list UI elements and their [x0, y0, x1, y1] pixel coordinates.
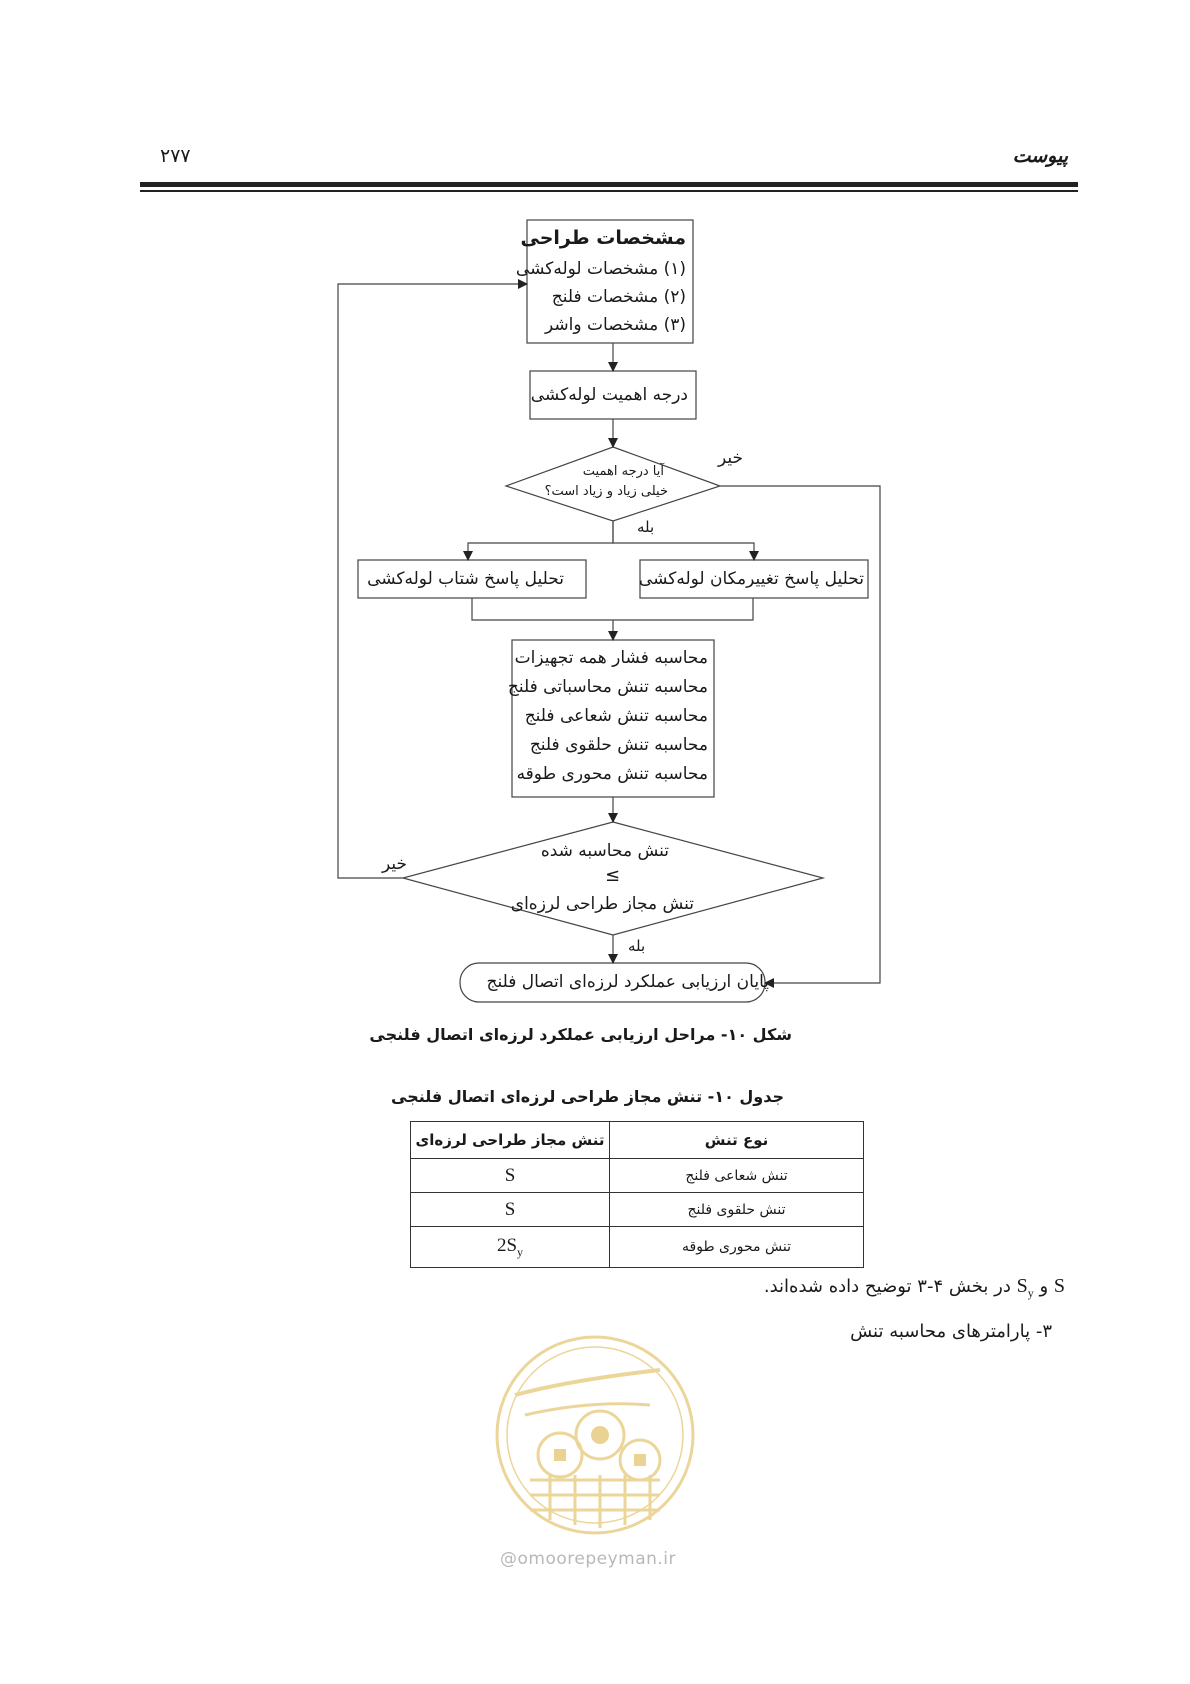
no-label-1: خیر: [718, 448, 744, 468]
running-header-title: پیوست: [1012, 145, 1068, 167]
figure-caption: شکل ۱۰- مراحل ارزیابی عملکرد لرزه‌ای اتصال فلنجی: [369, 1025, 792, 1044]
stress-type-cell: تنش حلقوی فلنج: [610, 1193, 864, 1227]
yes-label-1: بله: [637, 518, 655, 536]
col-header-stress-type: نوع تنش: [610, 1122, 864, 1159]
design-specs-line-2: (۲) مشخصات فلنج: [551, 287, 686, 307]
decision1-line-1: آیا درجه اهمیت: [582, 464, 664, 479]
page-number: ۲۷۷: [160, 145, 191, 167]
displacement-label: تحلیل پاسخ تغییرمکان لوله‌کشی: [638, 569, 864, 589]
note-sy-subscript: y: [1027, 1286, 1034, 1300]
table-row: [411, 1193, 864, 1227]
allowable-value: 2S: [496, 1234, 518, 1256]
allowable-subscript: y: [517, 1244, 524, 1259]
calc-line-1: محاسبه فشار همه تجهیزات: [514, 648, 708, 668]
stress-table: [410, 1121, 864, 1268]
design-specs-line-3: (۳) مشخصات واشر: [545, 315, 686, 335]
table-caption: جدول ۱۰- تنش مجاز طراحی لرزه‌ای اتصال فلنجی: [391, 1087, 784, 1106]
note-s: S: [1053, 1275, 1065, 1297]
note-sy: [1016, 1275, 1034, 1300]
allowable-cell: S: [411, 1159, 610, 1193]
calc-line-4: محاسبه تنش حلقوی فلنج: [529, 735, 708, 755]
importance-label: درجه اهمیت لوله‌کشی: [530, 385, 688, 405]
acceleration-label: تحلیل پاسخ شتاب لوله‌کشی: [367, 569, 564, 589]
stress-type-cell: تنش شعاعی فلنج: [610, 1159, 864, 1193]
design-specs-line-1: (۱) مشخصات لوله‌کشی: [515, 259, 686, 279]
calc-line-3: محاسبه تنش شعاعی فلنج: [524, 706, 708, 726]
stress-type-cell: تنش محوری طوقه: [610, 1227, 864, 1268]
note-sy-letter: S: [1016, 1275, 1028, 1297]
section-heading: ۳- پارامترهای محاسبه تنش: [850, 1321, 1052, 1342]
note-and: و: [1039, 1276, 1049, 1297]
decision2-symbol: ≤: [605, 865, 621, 886]
design-specs-title: مشخصات طراحی: [520, 227, 686, 249]
col-header-allowable: تنش مجاز طراحی لرزه‌ای: [411, 1122, 610, 1159]
end-label: پایان ارزیابی عملکرد لرزه‌ای اتصال فلنج: [486, 972, 769, 992]
note-paragraph: [764, 1275, 1065, 1301]
at-icon: @: [500, 1549, 518, 1569]
note-rest: در بخش ۴-۳ توضیح داده شده‌اند.: [763, 1276, 1011, 1297]
watermark-logo: [490, 1330, 700, 1540]
yes-label-2: بله: [628, 937, 646, 955]
table-row: [411, 1159, 864, 1193]
watermark-url: [500, 1549, 676, 1569]
watermark-url-text: omoorepeyman.ir: [517, 1549, 677, 1569]
decision2-line-1: تنش محاسبه شده: [540, 841, 669, 861]
decision2-line-2: تنش مجاز طراحی لرزه‌ای: [510, 894, 694, 914]
allowable-cell: S: [411, 1193, 610, 1227]
calc-line-5: محاسبه تنش محوری طوقه: [516, 764, 708, 784]
no-label-2: خیر: [382, 854, 408, 874]
allowable-cell: [411, 1227, 610, 1268]
table-row: [411, 1227, 864, 1268]
decision1-line-2: خیلی زیاد و زیاد است؟: [544, 484, 668, 499]
calc-line-2: محاسبه تنش محاسباتی فلنج: [507, 677, 708, 697]
